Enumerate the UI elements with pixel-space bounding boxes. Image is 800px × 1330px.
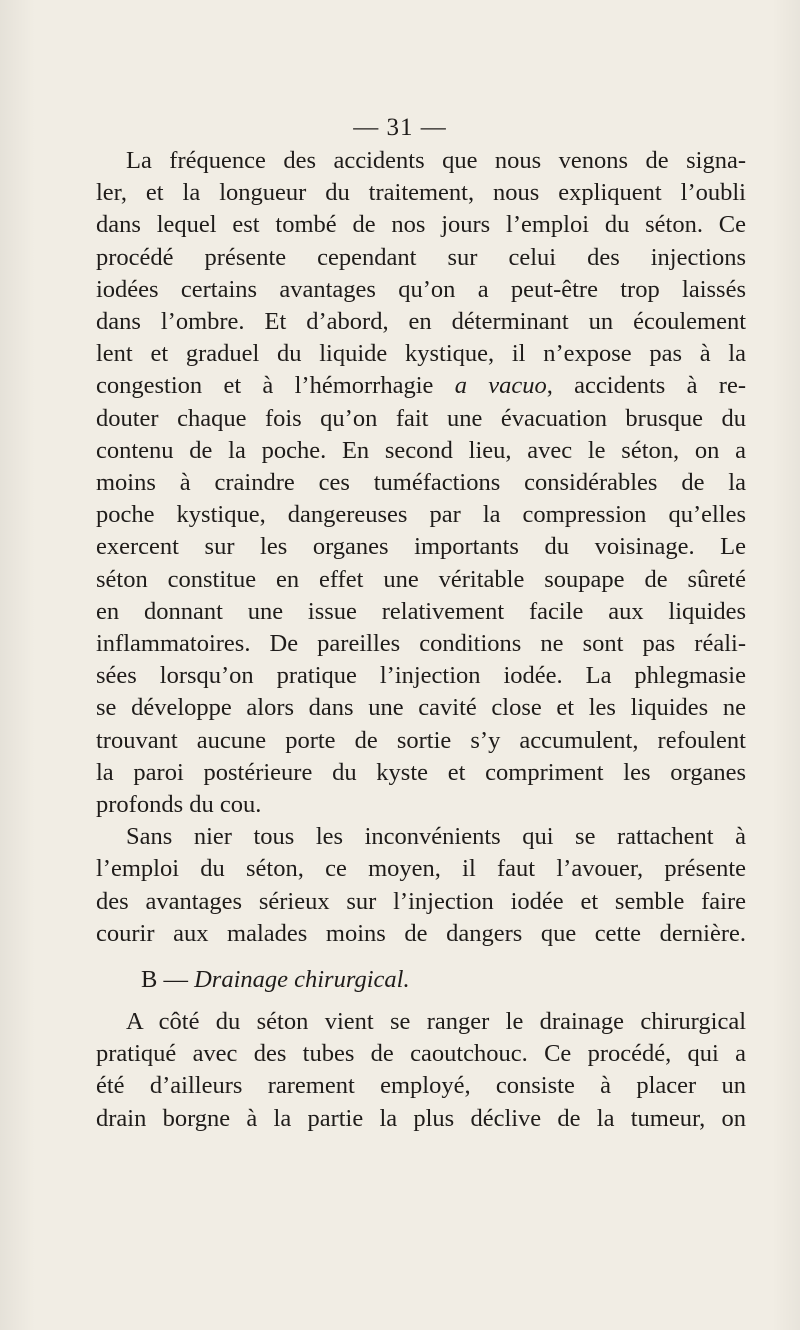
text-line: inflammatoires. De pareilles conditions ne sont pas réali- xyxy=(96,630,746,658)
text-line: moins à craindre ces tuméfactions considérables de la xyxy=(96,469,746,497)
text-line: poche kystique, dangereuses par la compression qu’elles xyxy=(96,501,746,529)
text-line: douter chaque fois qu’on fait une évacuation brusque du xyxy=(96,404,746,432)
text-line: en donnant une issue relativement facile aux liquides xyxy=(96,597,746,625)
page-number: — 31 — xyxy=(353,114,447,141)
text-line: pratiqué avec des tubes de caoutchouc. Ce procédé, qui a xyxy=(96,1040,746,1068)
paragraph-3 xyxy=(96,1006,746,1135)
italic-phrase: a vacuo xyxy=(454,372,547,400)
text-line xyxy=(96,370,746,402)
text-fragment: congestion et à l’hémorrhagie xyxy=(96,372,455,400)
text-line: ler, et la longueur du traitement, nous expliquent l’oubli xyxy=(96,179,746,207)
text-line: profonds du cou. xyxy=(96,791,262,819)
text-line: l’emploi du séton, ce moyen, il faut l’avouer, présente xyxy=(96,855,746,883)
text-line: séton constitue en effet une véritable soupape de sûreté xyxy=(96,565,746,593)
text-line: A côté du séton vient se ranger le drainage chirurgical xyxy=(126,1008,746,1036)
text-line: trouvant aucune porte de sortie s’y accumulent, refoulent xyxy=(96,726,746,754)
text-line: procédé présente cependant sur celui des injections xyxy=(96,243,746,271)
paragraph-1 xyxy=(96,145,746,821)
text-line: dans lequel est tombé de nos jours l’emploi du séton. Ce xyxy=(96,211,746,239)
text-fragment: , accidents à re- xyxy=(546,372,746,400)
section-letter: B — xyxy=(141,966,195,994)
text-line: courir aux malades moins de dangers que cette dernière. xyxy=(96,919,746,947)
text-line: Sans nier tous les inconvénients qui se rattachent à xyxy=(126,823,746,851)
text-line: lent et graduel du liquide kystique, il n’expose pas à la xyxy=(96,340,746,368)
text-line: des avantages sérieux sur l’injection iodée et semble faire xyxy=(96,887,746,915)
text-line: se développe alors dans une cavité close et les liquides ne xyxy=(96,694,746,722)
text-line: iodées certains avantages qu’on a peut-être trop laissés xyxy=(96,275,746,303)
text-line: la paroi postérieure du kyste et compriment les organes xyxy=(96,758,746,786)
text-line: dans l’ombre. Et d’abord, en déterminant un écoulement xyxy=(96,308,746,336)
text-line: La fréquence des accidents que nous venons de signa- xyxy=(126,147,746,174)
text-line: été d’ailleurs rarement employé, consiste à placer un xyxy=(96,1072,746,1100)
text-line: exercent sur les organes importants du voisinage. Le xyxy=(96,533,746,561)
section-title: Drainage chirurgical. xyxy=(194,966,410,994)
section-heading xyxy=(96,964,746,996)
text-line: drain borgne à la partie la plus déclive de la tumeur, on xyxy=(96,1104,746,1132)
text-line: contenu de la poche. En second lieu, avec le séton, on a xyxy=(96,436,746,464)
paragraph-2 xyxy=(96,821,746,950)
body-text xyxy=(96,145,746,1135)
text-line: sées lorsqu’on pratique l’injection iodée. La phlegmasie xyxy=(96,662,746,690)
